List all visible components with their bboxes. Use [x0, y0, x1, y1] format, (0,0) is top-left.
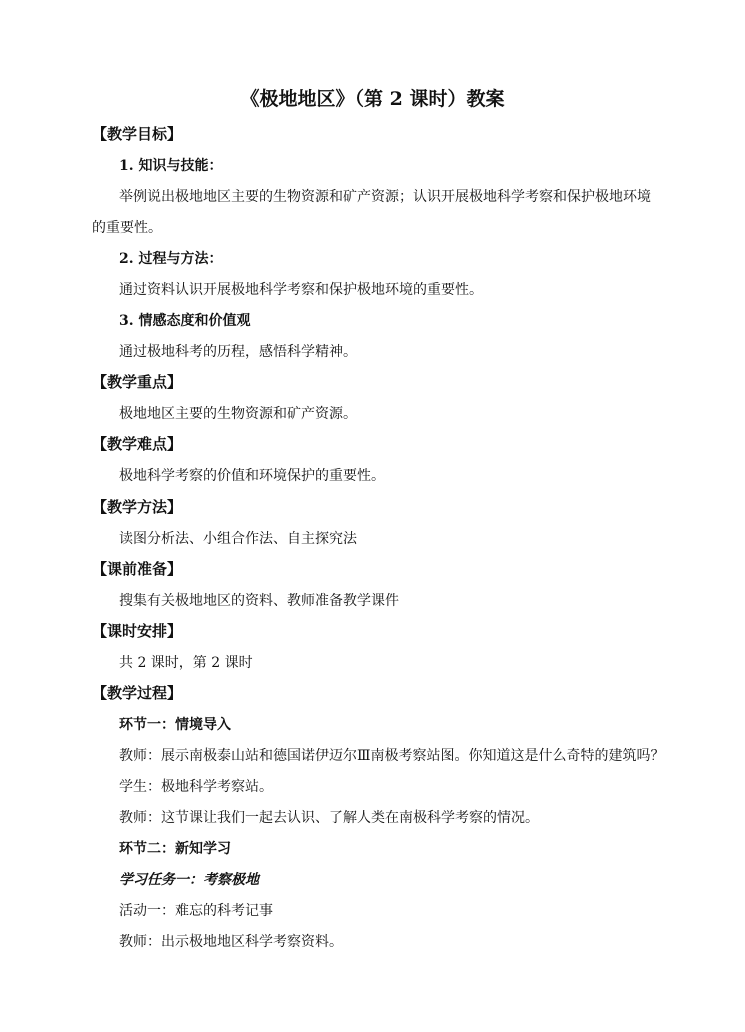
step-2-teacher-line-1: 教师：出示极地地区科学考察资料。 — [119, 934, 343, 950]
section-heading-schedule: 【课时安排】 — [92, 622, 183, 640]
section-heading-difficulties: 【教学难点】 — [92, 435, 183, 453]
step-2-title: 环节二：新知学习 — [119, 841, 231, 857]
activity-1-title: 活动一：难忘的科考记事 — [119, 903, 273, 919]
document-title: 《极地地区》（第 2 课时）教案 — [240, 88, 505, 110]
key-points-text: 极地地区主要的生物资源和矿产资源。 — [119, 406, 357, 422]
section-heading-key-points: 【教学重点】 — [92, 373, 183, 391]
difficulties-text: 极地科学考察的价值和环境保护的重要性。 — [119, 468, 385, 484]
objective-1-title: 1. 知识与技能： — [119, 158, 223, 174]
objective-2-text: 通过资料认识开展极地科学考察和保护极地环境的重要性。 — [119, 282, 483, 298]
section-heading-objectives: 【教学目标】 — [92, 125, 183, 143]
objective-1-text: 举例说出极地地区主要的生物资源和矿产资源；认识开展极地科学考察和保护极地环境 — [119, 189, 651, 205]
schedule-text: 共 2 课时，第 2 课时 — [119, 655, 253, 671]
section-heading-methods: 【教学方法】 — [92, 498, 183, 516]
task-1-title: 学习任务一：考察极地 — [119, 872, 259, 888]
objective-1-text-continued: 的重要性。 — [92, 220, 162, 236]
step-1-student-line: 学生：极地科学考察站。 — [119, 779, 273, 795]
methods-text: 读图分析法、小组合作法、自主探究法 — [119, 531, 357, 547]
objective-3-text: 通过极地科考的历程，感悟科学精神。 — [119, 344, 357, 360]
step-1-title: 环节一：情境导入 — [119, 717, 231, 733]
step-1-teacher-line-2: 教师：这节课让我们一起去认识、了解人类在南极科学考察的情况。 — [119, 810, 539, 826]
step-1-teacher-line-1: 教师：展示南极泰山站和德国诺伊迈尔Ⅲ南极考察站图。你知道这是什么奇特的建筑吗？ — [119, 748, 665, 764]
objective-3-title: 3. 情感态度和价值观 — [119, 313, 251, 329]
section-heading-process: 【教学过程】 — [92, 684, 183, 702]
preparation-text: 搜集有关极地地区的资料、教师准备教学课件 — [119, 593, 399, 609]
section-heading-preparation: 【课前准备】 — [92, 560, 183, 578]
objective-2-title: 2. 过程与方法： — [119, 251, 223, 267]
